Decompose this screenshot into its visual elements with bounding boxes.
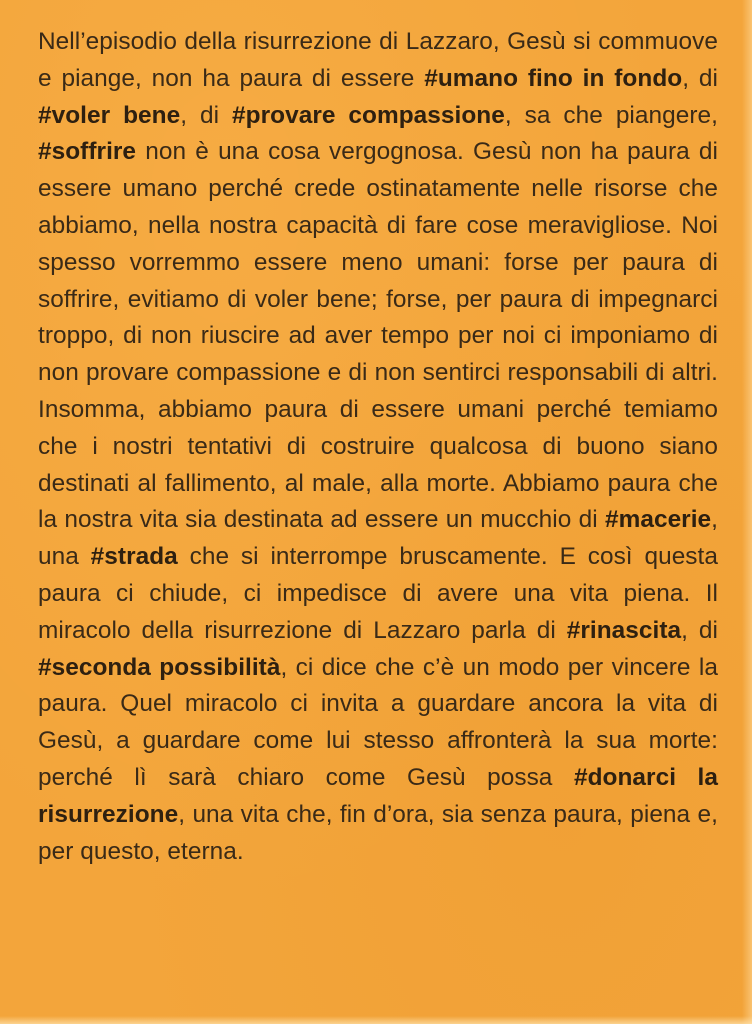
text-segment: non è una cosa vergognosa. Gesù non ha paura di essere umano perché crede ostinatamente nelle risorse che abbiamo, nella nostra capacità di fare cose meravigliose. Noi spesso vorremmo essere meno umani: forse per paura di soffrire, evitiamo di voler bene; forse, per paura di impegnarci troppo, di non riuscire ad aver tempo per noi ci imponiamo di non provare compassione e di non sentirci responsabili di altri. Insomma, abbiamo paura di essere umani perché temiamo che i nostri tentativi di costruire qualcosa di buono siano destinati al fallimento, al male, alla morte. Abbiamo paura che la nostra vita sia destinata ad essere un mucchio di [38, 138, 718, 534]
paper-edge-right [742, 0, 752, 1024]
hashtag-umano-fino-in-fondo: #umano fino in fondo [424, 64, 683, 92]
paper-edge-bottom [0, 1016, 752, 1024]
text-segment: che si interrompe bruscamente. E così questa paura ci chiude, ci impedisce di avere una vita piena. Il miracolo della risurrezione di Lazzaro parla di [38, 543, 718, 644]
text-segment: , di [180, 101, 233, 129]
text-segment: , una vita che, fin d’ora, sia senza paura, piena e, per questo, eterna. [38, 800, 718, 865]
text-segment: , sa che piangere, [504, 101, 718, 129]
body-paragraph [38, 24, 718, 870]
text-segment: , di [681, 616, 718, 644]
hashtag-macerie: #macerie [604, 506, 712, 534]
hashtag-strada: #strada [90, 543, 178, 571]
hashtag-rinascita: #rinascita [566, 616, 682, 644]
hashtag-soffrire: #soffrire [38, 138, 137, 166]
text-segment: , di [682, 64, 718, 92]
hashtag-provare-compassione: #provare compassione [232, 101, 505, 129]
text-segment: , una [38, 506, 718, 571]
text-segment: , ci dice che c’è un modo per vincere la paura. Quel miracolo ci invita a guardare ancora la vita di Gesù, a guardare come lui stesso affronterà la sua morte: perché lì sarà chiaro come Gesù possa [38, 653, 718, 791]
hashtag-donarci-la-risurrezione: #donarci la risurrezione [38, 763, 719, 828]
hashtag-seconda-possibilita: #seconda possibilità [38, 653, 281, 681]
text-segment: Nell’episodio della risurrezione di Lazzaro, Gesù si commuove e piange, non ha paura di essere [38, 28, 718, 92]
hashtag-voler-bene: #voler bene [38, 101, 181, 129]
